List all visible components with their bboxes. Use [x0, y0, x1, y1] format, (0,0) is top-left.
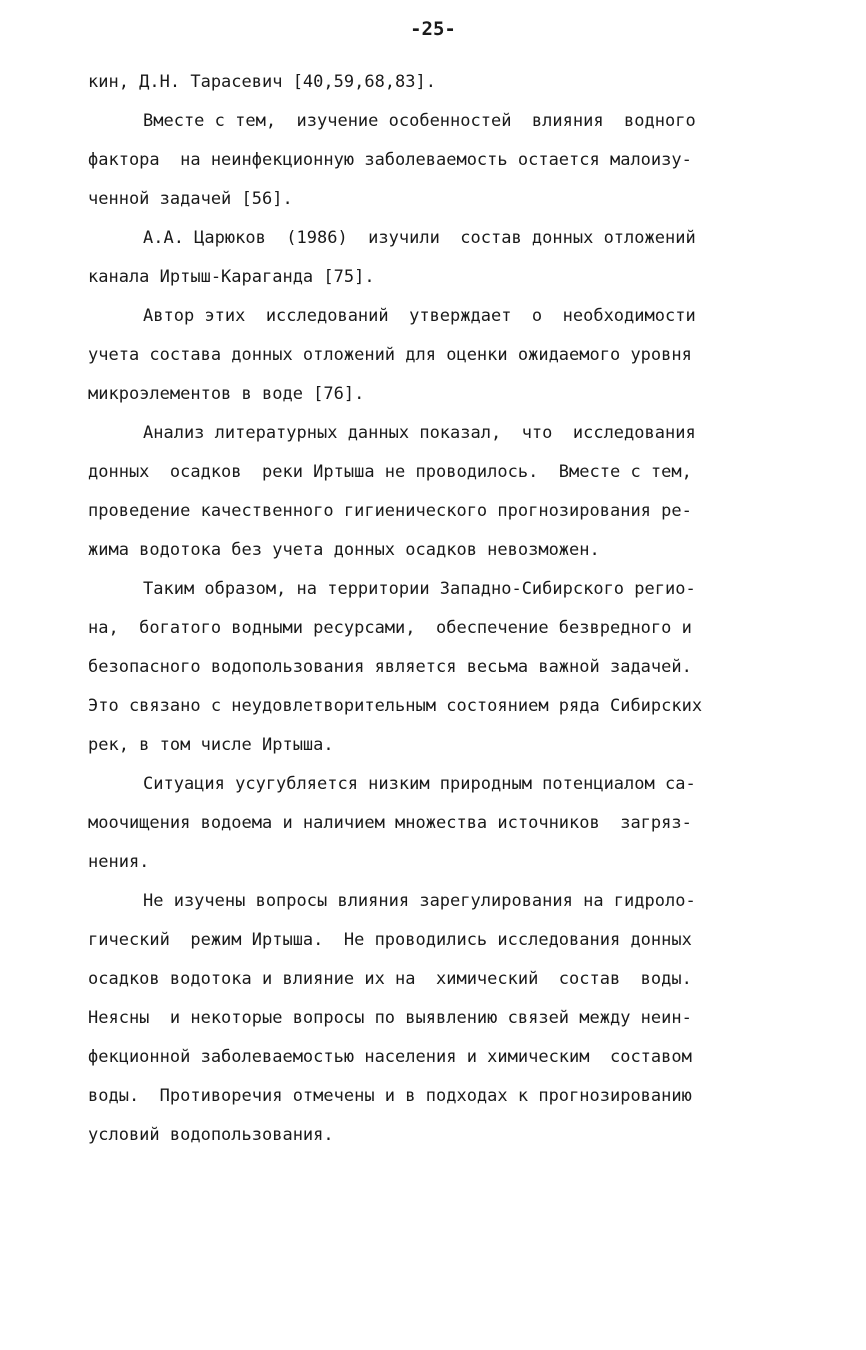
paragraph-first-line: Автор этих исследований утверждает о необходимости: [143, 306, 696, 326]
paragraph-first-line: Таким образом, на территории Западно-Сибирского регио-: [143, 579, 696, 599]
text-line: фактора на неинфекционную заболеваемость остается малоизу-: [88, 150, 692, 170]
text-line: рек, в том числе Иртыша.: [88, 735, 334, 755]
text-line: на, богатого водными ресурсами, обеспечение безвредного и: [88, 618, 692, 638]
text-line: Неясны и некоторые вопросы по выявлению связей между неин-: [88, 1008, 692, 1028]
text-line: нения.: [88, 852, 150, 872]
text-line: осадков водотока и влияние их на химический состав воды.: [88, 969, 692, 989]
text-line: фекционной заболеваемостью населения и химическим составом: [88, 1047, 692, 1067]
text-line: моочищения водоема и наличием множества источников загряз-: [88, 813, 692, 833]
paragraph-first-line: Вместе с тем, изучение особенностей влияния водного: [143, 111, 696, 131]
paragraph-first-line: Анализ литературных данных показал, что исследования: [143, 423, 696, 443]
text-line: жима водотока без учета донных осадков невозможен.: [88, 540, 600, 560]
paragraph-first-line: А.А. Царюков (1986) изучили состав донных отложений: [143, 228, 696, 248]
text-line: учета состава донных отложений для оценки ожидаемого уровня: [88, 345, 692, 365]
text-line: ченной задачей [56].: [88, 189, 293, 209]
text-line: донных осадков реки Иртыша не проводилось. Вместе с тем,: [88, 462, 692, 482]
text-line: гический режим Иртыша. Не проводились исследования донных: [88, 930, 692, 950]
paragraph-first-line: Ситуация усугубляется низким природным потенциалом са-: [143, 774, 696, 794]
paragraph-first-line: Не изучены вопросы влияния зарегулирования на гидроло-: [143, 891, 696, 911]
text-line: микроэлементов в воде [76].: [88, 384, 365, 404]
text-line: кин, Д.Н. Тарасевич [40,59,68,83].: [88, 72, 436, 92]
text-line: безопасного водопользования является весьма важной задачей.: [88, 657, 692, 677]
text-line: воды. Противоречия отмечены и в подходах к прогнозированию: [88, 1086, 692, 1106]
page-number: -25-: [410, 18, 456, 40]
text-line: условий водопользования.: [88, 1125, 334, 1145]
text-line: проведение качественного гигиенического прогнозирования ре-: [88, 501, 692, 521]
text-line: канала Иртыш-Караганда [75].: [88, 267, 375, 287]
text-line: Это связано с неудовлетворительным состоянием ряда Сибирских: [88, 696, 703, 716]
